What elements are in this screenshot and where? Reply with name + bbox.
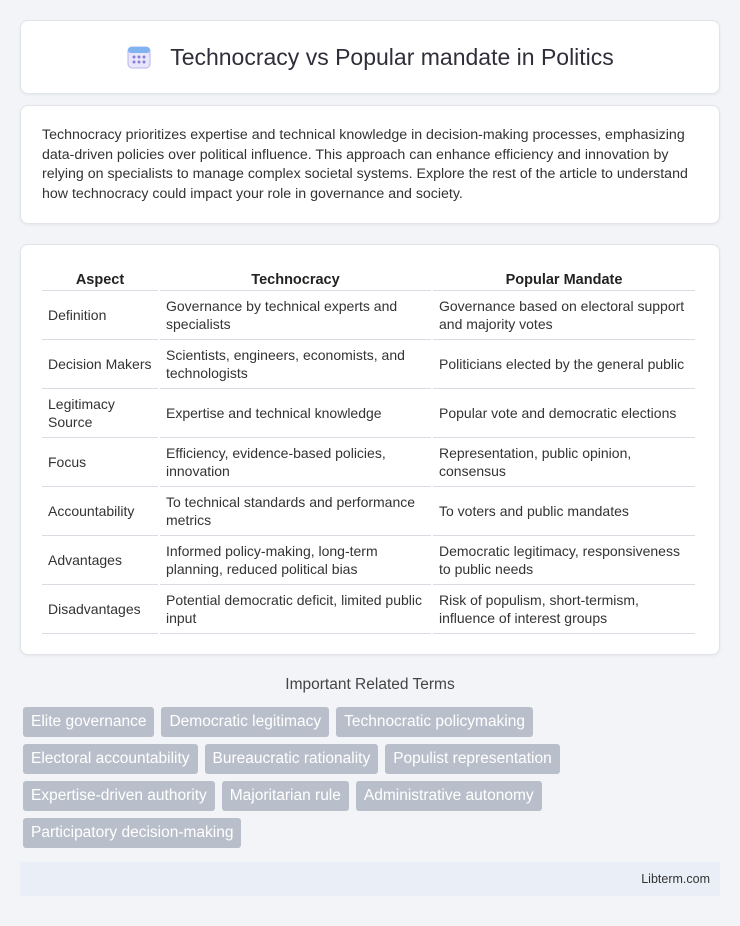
header-card xyxy=(20,20,720,94)
popular-mandate-cell: Governance based on electoral support and majority votes xyxy=(433,291,695,340)
technocracy-cell: Expertise and technical knowledge xyxy=(160,389,431,438)
comparison-table-card xyxy=(20,244,720,655)
related-term-tag[interactable]: Populist representation xyxy=(385,744,560,774)
related-term-tag[interactable]: Bureaucratic rationality xyxy=(205,744,379,774)
popular-mandate-cell: Popular vote and democratic elections xyxy=(433,389,695,438)
popular-mandate-cell: To voters and public mandates xyxy=(433,487,695,536)
calendar-grid-icon xyxy=(126,44,152,70)
intro-card xyxy=(20,105,720,224)
table-row xyxy=(42,536,695,585)
intro-text: Technocracy prioritizes expertise and technical knowledge in decision-making processes, emphasizing data-driven policies over political influence. This approach can enhance efficiency and innovation by relying on specialists to manage complex societal systems. Explore the rest of the article to understand how technocracy could impact your role in governance and society. xyxy=(42,127,688,202)
related-terms-list xyxy=(23,707,703,848)
related-term-tag[interactable]: Administrative autonomy xyxy=(356,781,542,811)
aspect-cell: Advantages xyxy=(42,536,158,585)
technocracy-cell: Scientists, engineers, economists, and technologists xyxy=(160,340,431,389)
related-term-tag[interactable]: Majoritarian rule xyxy=(222,781,349,811)
table-row xyxy=(42,291,695,340)
table-row xyxy=(42,487,695,536)
table-row xyxy=(42,389,695,438)
popular-mandate-cell: Risk of populism, short-termism, influence of interest groups xyxy=(433,585,695,634)
technocracy-cell: To technical standards and performance metrics xyxy=(160,487,431,536)
footer xyxy=(20,862,720,896)
related-term-tag[interactable]: Electoral accountability xyxy=(23,744,198,774)
aspect-cell: Accountability xyxy=(42,487,158,536)
header-technocracy: Technocracy xyxy=(160,265,431,291)
related-term-tag[interactable]: Participatory decision-making xyxy=(23,818,241,848)
table-row xyxy=(42,340,695,389)
technocracy-cell: Informed policy-making, long-term planning, reduced political bias xyxy=(160,536,431,585)
aspect-cell: Legitimacy Source xyxy=(42,389,158,438)
aspect-cell: Decision Makers xyxy=(42,340,158,389)
popular-mandate-cell: Representation, public opinion, consensus xyxy=(433,438,695,487)
table-row xyxy=(42,438,695,487)
header-popular-mandate: Popular Mandate xyxy=(433,265,695,291)
related-term-tag[interactable]: Elite governance xyxy=(23,707,154,737)
related-terms-heading: Important Related Terms xyxy=(285,676,455,693)
table-header-row xyxy=(42,265,695,291)
table-row xyxy=(42,585,695,634)
related-term-tag[interactable]: Technocratic policymaking xyxy=(336,707,533,737)
popular-mandate-cell: Democratic legitimacy, responsiveness to public needs xyxy=(433,536,695,585)
technocracy-cell: Potential democratic deficit, limited public input xyxy=(160,585,431,634)
aspect-cell: Disadvantages xyxy=(42,585,158,634)
aspect-cell: Definition xyxy=(42,291,158,340)
comparison-table xyxy=(40,265,697,634)
aspect-cell: Focus xyxy=(42,438,158,487)
related-term-tag[interactable]: Expertise-driven authority xyxy=(23,781,215,811)
related-term-tag[interactable]: Democratic legitimacy xyxy=(161,707,329,737)
popular-mandate-cell: Politicians elected by the general public xyxy=(433,340,695,389)
page-title: Technocracy vs Popular mandate in Politics xyxy=(170,43,614,70)
technocracy-cell: Efficiency, evidence-based policies, innovation xyxy=(160,438,431,487)
header-aspect: Aspect xyxy=(42,265,158,291)
technocracy-cell: Governance by technical experts and specialists xyxy=(160,291,431,340)
footer-brand-link[interactable]: Libterm.com xyxy=(641,872,710,886)
